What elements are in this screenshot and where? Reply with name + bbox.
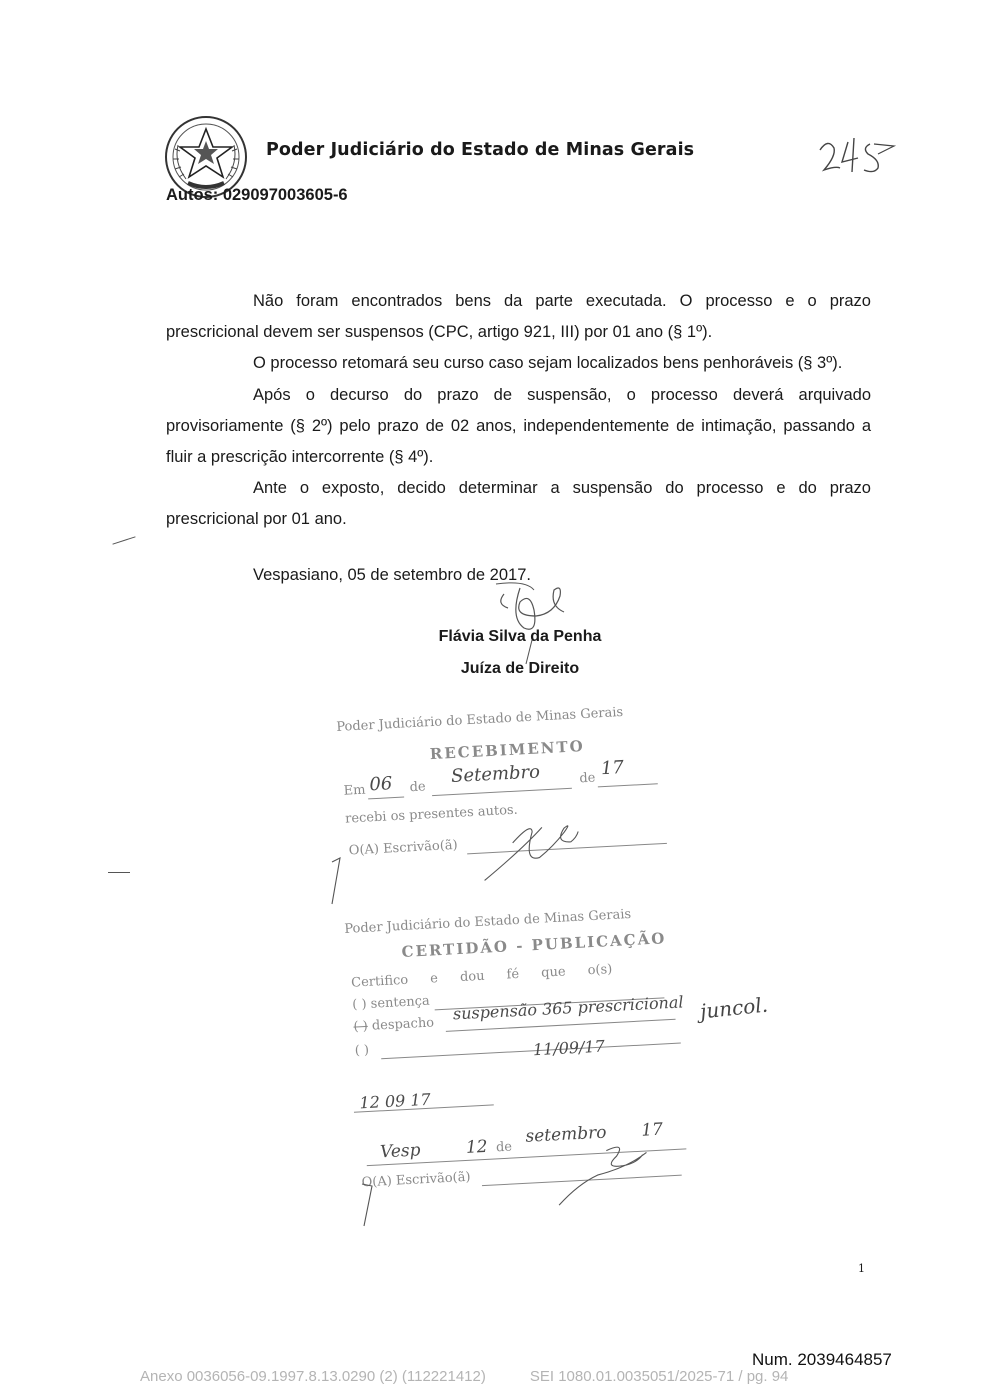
cert-opt1: ( ) sentença: [351, 993, 431, 1013]
margin-scribble: [326, 856, 346, 906]
stamp-year: 17: [600, 757, 625, 780]
folio-number-handwritten: [808, 128, 898, 184]
page-number: 1: [858, 1262, 865, 1275]
margin-mark: [112, 536, 135, 544]
footer-right: SEI 1080.01.0035051/2025-71 / pg. 94: [529, 1368, 789, 1385]
paragraph-1: Não foram encontrados bens da parte executada. O processo e o prazo prescricional devem ser suspensos (CPC, artigo 921, III) por 01 ano (§ 1º).: [166, 292, 871, 342]
paragraph-4: Ante o exposto, decido determinar a suspensão do processo e do prazo prescricional por 01 ano.: [166, 479, 871, 529]
paragraph-3: Após o decurso do prazo de suspensão, o processo deverá arquivado provisoriamente (§ 2º) pelo prazo de 02 anos, independentemente de intimação, passando a fluir a prescrição intercorrente (§ 4º).: [166, 385, 871, 467]
cert-opt3: ( ): [354, 1042, 370, 1059]
margin-mark: [108, 872, 130, 873]
document-number: Num. 2039464857: [752, 1350, 892, 1369]
stamp-text: recebi os presentes autos.: [344, 802, 519, 827]
clerk-signature: [471, 799, 595, 885]
cert-opt2-label: despacho: [371, 1015, 435, 1034]
judge-role: Juíza de Direito: [460, 660, 580, 677]
cert-year: 17: [640, 1119, 664, 1141]
received-stamp: [336, 702, 684, 890]
stamp-of1: de: [409, 779, 427, 796]
cert-opt2: ( ) despacho: [353, 1015, 435, 1035]
cert-clerk-signature: [536, 1134, 659, 1210]
certificate-stamp: Poder Judiciário do Estado de Minas Gerais CERTIDÃO - PUBLICAÇÃO Certifico e dou fé que o(s) ( ) sentença ( ) despacho suspensão 365 prescricional ( ) 11/09/17 12 09 17 Vesp 12 de setembro 17 O(A) Escrivão(ã): [344, 904, 698, 1201]
decision-body: [166, 286, 871, 536]
stamp-of2: de: [579, 770, 596, 787]
organization-name: Poder Judiciário do Estado de Minas Gerais: [266, 140, 695, 160]
cert-place: Vesp: [379, 1140, 421, 1163]
margin-note-handwritten: juncol.: [698, 992, 770, 1024]
signature-scribble: [486, 578, 596, 668]
cert-date1: 11/09/17: [532, 1036, 606, 1060]
cert-day: 12: [465, 1136, 489, 1158]
stamp-month: Setembro: [450, 761, 541, 788]
cert-date2: 12 09 17: [358, 1089, 432, 1113]
paragraph-2: O processo retomará seu curso caso sejam localizados bens penhoráveis (§ 3º).: [253, 354, 843, 373]
footer: [140, 1368, 788, 1385]
stamp-org: Poder Judiciário do Estado de Minas Gerais: [336, 704, 624, 735]
cert-opt2-handwritten: suspensão 365 prescricional: [452, 992, 684, 1024]
stamp-title: RECEBIMENTO: [429, 737, 586, 764]
stamp-date-prefix: Em: [343, 782, 366, 799]
cert-clerk: O(A) Escrivão(ã): [361, 1169, 471, 1191]
case-number: Autos: 029097003605-6: [166, 186, 348, 204]
cert-line1: Certifico e dou fé que o(s): [350, 962, 613, 991]
stamp-clerk: O(A) Escrivão(ã): [348, 837, 459, 859]
margin-scribble: [358, 1180, 378, 1230]
cert-org: Poder Judiciário do Estado de Minas Gerais: [344, 906, 632, 937]
place-and-date: Vespasiano, 05 de setembro de 2017.: [253, 566, 531, 584]
judge-name: Flávia Silva da Penha: [438, 628, 602, 645]
cert-title: CERTIDÃO - PUBLICAÇÃO: [401, 929, 667, 962]
stamp-day: 06: [368, 773, 393, 796]
cert-month: setembro: [524, 1122, 607, 1147]
footer-left: Anexo 0036056-09.1997.8.13.0290 (2) (112221412): [140, 1368, 486, 1385]
